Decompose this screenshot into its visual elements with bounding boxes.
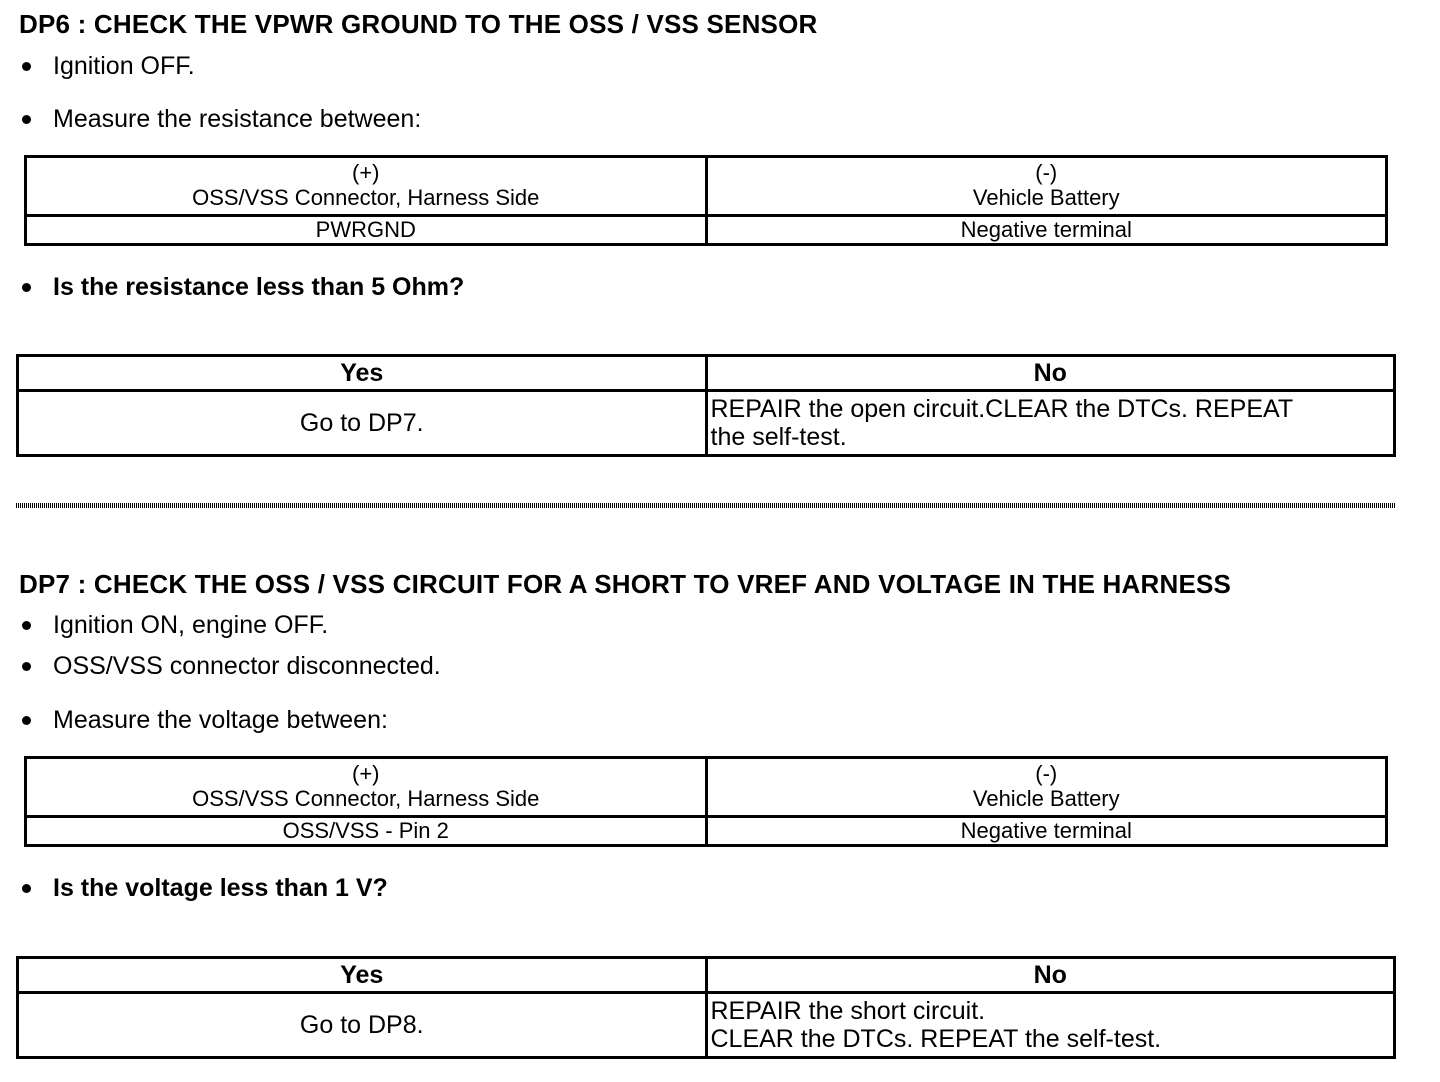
negative-sign: (-) [1035,160,1058,186]
dp7-no-action-line1: REPAIR the short circuit. [710,997,986,1025]
table-row [26,817,1387,846]
dp7-step-3 [20,706,388,735]
col2-label: Vehicle Battery [972,185,1120,210]
dp6-measure-col2-header [706,157,1387,216]
table-row [26,157,1387,216]
dp6-no-action-line1: REPAIR the open circuit.CLEAR the DTCs. REPEAT [710,395,1294,423]
bullet-icon [22,621,31,630]
negative-sign: (-) [1035,761,1058,787]
dp7-yes-header: Yes [18,958,707,993]
table-row [26,758,1387,817]
dp6-step-2 [20,105,421,134]
dp7-measure-col1-header [26,758,707,817]
bullet-icon [22,115,31,124]
dp7-result-table [16,956,1396,1059]
dp6-question-text: Is the resistance less than 5 Ohm? [53,273,465,301]
table-row [18,356,1395,391]
table-row [18,958,1395,993]
dp6-measure-col1-value: PWRGND [26,216,707,245]
positive-sign: (+) [352,160,380,186]
col1-label: OSS/VSS Connector, Harness Side [192,786,540,811]
dp7-measure-table [24,756,1388,847]
col1-label: OSS/VSS Connector, Harness Side [192,185,540,210]
dp6-no-action [706,391,1395,456]
dp7-no-header: No [706,958,1395,993]
dp6-step-1-text: Ignition OFF. [53,52,195,80]
bullet-icon [22,716,31,725]
dp6-measure-table [24,155,1388,246]
table-row [18,391,1395,456]
dp6-measure-col2-value: Negative terminal [706,216,1387,245]
dp6-heading: DP6 : CHECK THE VPWR GROUND TO THE OSS / VSS SENSOR [19,9,818,39]
dp6-step-1 [20,52,195,81]
bullet-icon [22,283,31,292]
dp6-measure-col1-header [26,157,707,216]
dp7-step-1 [20,611,328,640]
dp7-measure-col1-value: OSS/VSS - Pin 2 [26,817,707,846]
dp6-yes-action: Go to DP7. [18,391,707,456]
bullet-icon [22,62,31,71]
dp7-question [20,874,388,903]
section-divider [16,503,1396,508]
col2-label: Vehicle Battery [972,786,1120,811]
dp6-yes-header: Yes [18,356,707,391]
positive-sign: (+) [352,761,380,787]
dp7-yes-action: Go to DP8. [18,993,707,1058]
dp7-step-3-text: Measure the voltage between: [53,706,388,734]
dp6-no-action-line2: the self-test. [710,423,847,451]
dp6-step-2-text: Measure the resistance between: [53,105,422,133]
dp7-step-1-text: Ignition ON, engine OFF. [53,611,329,639]
dp6-question [20,273,464,302]
dp7-measure-col2-header [706,758,1387,817]
dp7-heading: DP7 : CHECK THE OSS / VSS CIRCUIT FOR A SHORT TO VREF AND VOLTAGE IN THE HARNESS [19,569,1232,599]
dp7-step-2 [20,652,441,681]
dp7-no-action [706,993,1395,1058]
bullet-icon [22,662,31,671]
bullet-icon [22,884,31,893]
table-row [26,216,1387,245]
dp7-question-text: Is the voltage less than 1 V? [53,874,388,902]
dp7-step-2-text: OSS/VSS connector disconnected. [53,652,441,680]
dp6-no-header: No [706,356,1395,391]
dp7-measure-col2-value: Negative terminal [706,817,1387,846]
table-row [18,993,1395,1058]
dp6-result-table [16,354,1396,457]
dp7-no-action-line2: CLEAR the DTCs. REPEAT the self-test. [710,1025,1162,1053]
